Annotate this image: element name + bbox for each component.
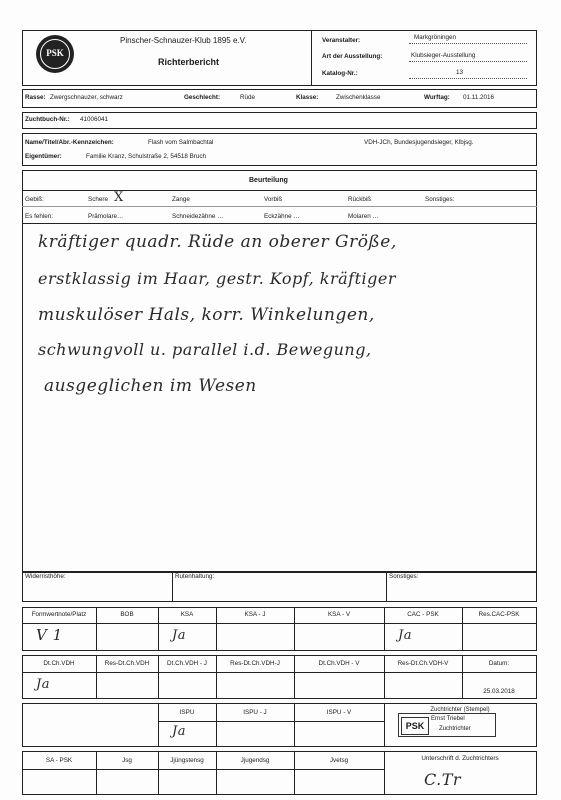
missing-molars: Molaren … (348, 213, 379, 220)
grid4-header-0: SA - PSK (45, 757, 73, 764)
grid2-header-3: Res-Dt.Ch.VDH-J (230, 660, 280, 667)
grid4-header-3: Jjugendsg (240, 757, 270, 764)
whelp-value: 01.11.2016 (463, 94, 495, 101)
grid1-header-2: KSA (180, 611, 194, 618)
grid1-value-0: V 1 (36, 626, 63, 644)
grid2-header-4: Dt.Ch.VDH - V (318, 660, 360, 667)
class-value: Zwischenklasse (336, 94, 381, 101)
grid2-value-0: Ja (36, 677, 50, 692)
stamp-logo: PSK (401, 717, 429, 735)
class-label: Klasse: (296, 94, 319, 101)
logo-text: PSK (46, 48, 64, 58)
breed-label: Rasse: (25, 94, 46, 101)
grid4-header-1: Jsg (122, 757, 132, 764)
handwriting-line-1: kräftiger quadr. Rüde an oberer Größe, (38, 232, 397, 252)
bite-scissor: Schere (88, 196, 108, 203)
club-name: Pinscher-Schnauzer-Klub 1895 e.V. (120, 36, 247, 45)
catalog-label: Katalog-Nr.: (322, 70, 358, 77)
name-value: Flash vom Salmbachtal (148, 139, 214, 146)
grid1-header-5: CAC - PSK (407, 611, 439, 618)
grid2-header-5: Res-Dt.Ch.VDH-V (397, 660, 449, 667)
grid3-header-2: ISPU - V (326, 709, 352, 716)
judge-stamp (398, 713, 496, 737)
sex-value: Rüde (240, 94, 256, 101)
handwriting-line-3: muskulöser Hals, korr. Winkelungen, (38, 305, 375, 325)
name-label: Name/Titel/Abr.-Kennzeichen: (25, 139, 114, 146)
show-type-value: Klubsieger-Ausstellung (411, 52, 476, 59)
grid3-header-3: Zuchtrichter (Stempel) (430, 707, 490, 713)
page-title: Richterbericht (158, 57, 220, 67)
grid2-value-6: 25.03.2018 (483, 688, 515, 695)
breed-value: Zwergschnauzer, schwarz (50, 94, 123, 101)
grid1-value-2: Ja (172, 628, 186, 643)
missing-incisors: Schneidezähne … (172, 213, 224, 220)
sex-label: Geschlecht: (184, 94, 221, 101)
missing-premolars: Prämolare… (88, 213, 124, 220)
judge-signature: C.Tr (424, 770, 462, 789)
owner-label: Eigentümer: (25, 153, 62, 160)
scissor-check-mark: X (114, 190, 124, 205)
titles-value: VDH-JCh, Bundesjugendsieger, Klbjsg. (364, 139, 474, 146)
grid4-header-4: Jvetsg (329, 757, 349, 764)
name-owner-box (22, 133, 537, 166)
tail-label: Rutenhaltung: (175, 573, 215, 580)
grid1-header-6: Res.CAC-PSK (478, 611, 520, 618)
stamp-role: Zuchtrichter (439, 726, 471, 732)
grid1-header-0: Formwertnote/Platz (31, 611, 87, 618)
misc-label: Sonstiges: (389, 573, 419, 580)
bite-other: Sonstiges: (425, 196, 455, 203)
catalog-value: 13 (456, 69, 464, 76)
grid2-header-2: Dt.Ch.VDH - J (167, 660, 207, 667)
missing-label: Es fehlen: (25, 213, 54, 220)
bite-pincer: Zange (172, 196, 190, 203)
bite-overshot: Vorbiß (264, 196, 283, 203)
evaluation-box (22, 170, 537, 572)
owner-value: Familie Kranz, Schulstraße 2, 54518 Bruch (86, 153, 207, 160)
grid1-header-1: BOB (120, 611, 134, 618)
grid3-header-1: ISPU - J (243, 709, 267, 716)
grid2-header-6: Datum: (488, 660, 510, 667)
bite-undershot: Rückbiß (348, 196, 372, 203)
grid1-header-4: KSA - V (327, 611, 351, 618)
bite-label: Gebiß: (25, 196, 44, 203)
grid3-value-0: Ja (172, 724, 186, 739)
club-logo (36, 35, 74, 73)
height-label: Widerristhöhe: (25, 573, 66, 580)
stamp-name: Ernst Triebel (431, 716, 465, 722)
grid4-header-5: Unterschrift d. Zuchtrichters (421, 755, 499, 762)
show-type-label: Art der Ausstellung: (322, 53, 383, 60)
organizer-value: Markgröningen (414, 34, 457, 41)
missing-canines: Eckzähne … (264, 213, 300, 220)
grid2-header-1: Res-Dt.Ch.VDH (104, 660, 150, 667)
studbook-value: 41006041 (80, 116, 109, 123)
evaluation-heading: Beurteilung (249, 177, 288, 184)
grid2-header-0: Dt.Ch.VDH (43, 660, 75, 667)
organizer-label: Veranstalter: (322, 37, 361, 44)
grid3-header-0: ISPU (179, 709, 195, 716)
handwriting-line-4: schwungvoll u. parallel i.d. Bewegung, (38, 340, 372, 359)
grid1-value-5: Ja (398, 628, 412, 643)
whelp-label: Wurftag: (424, 94, 450, 101)
studbook-label: Zuchtbuch-Nr.: (25, 116, 70, 123)
handwriting-line-2: erstklassig im Haar, gestr. Kopf, kräftiger (38, 269, 396, 288)
grid1-header-3: KSA - J (244, 611, 266, 618)
grid4-header-2: Jjüngstensg (170, 757, 204, 764)
handwriting-line-5: ausgeglichen im Wesen (44, 376, 257, 396)
